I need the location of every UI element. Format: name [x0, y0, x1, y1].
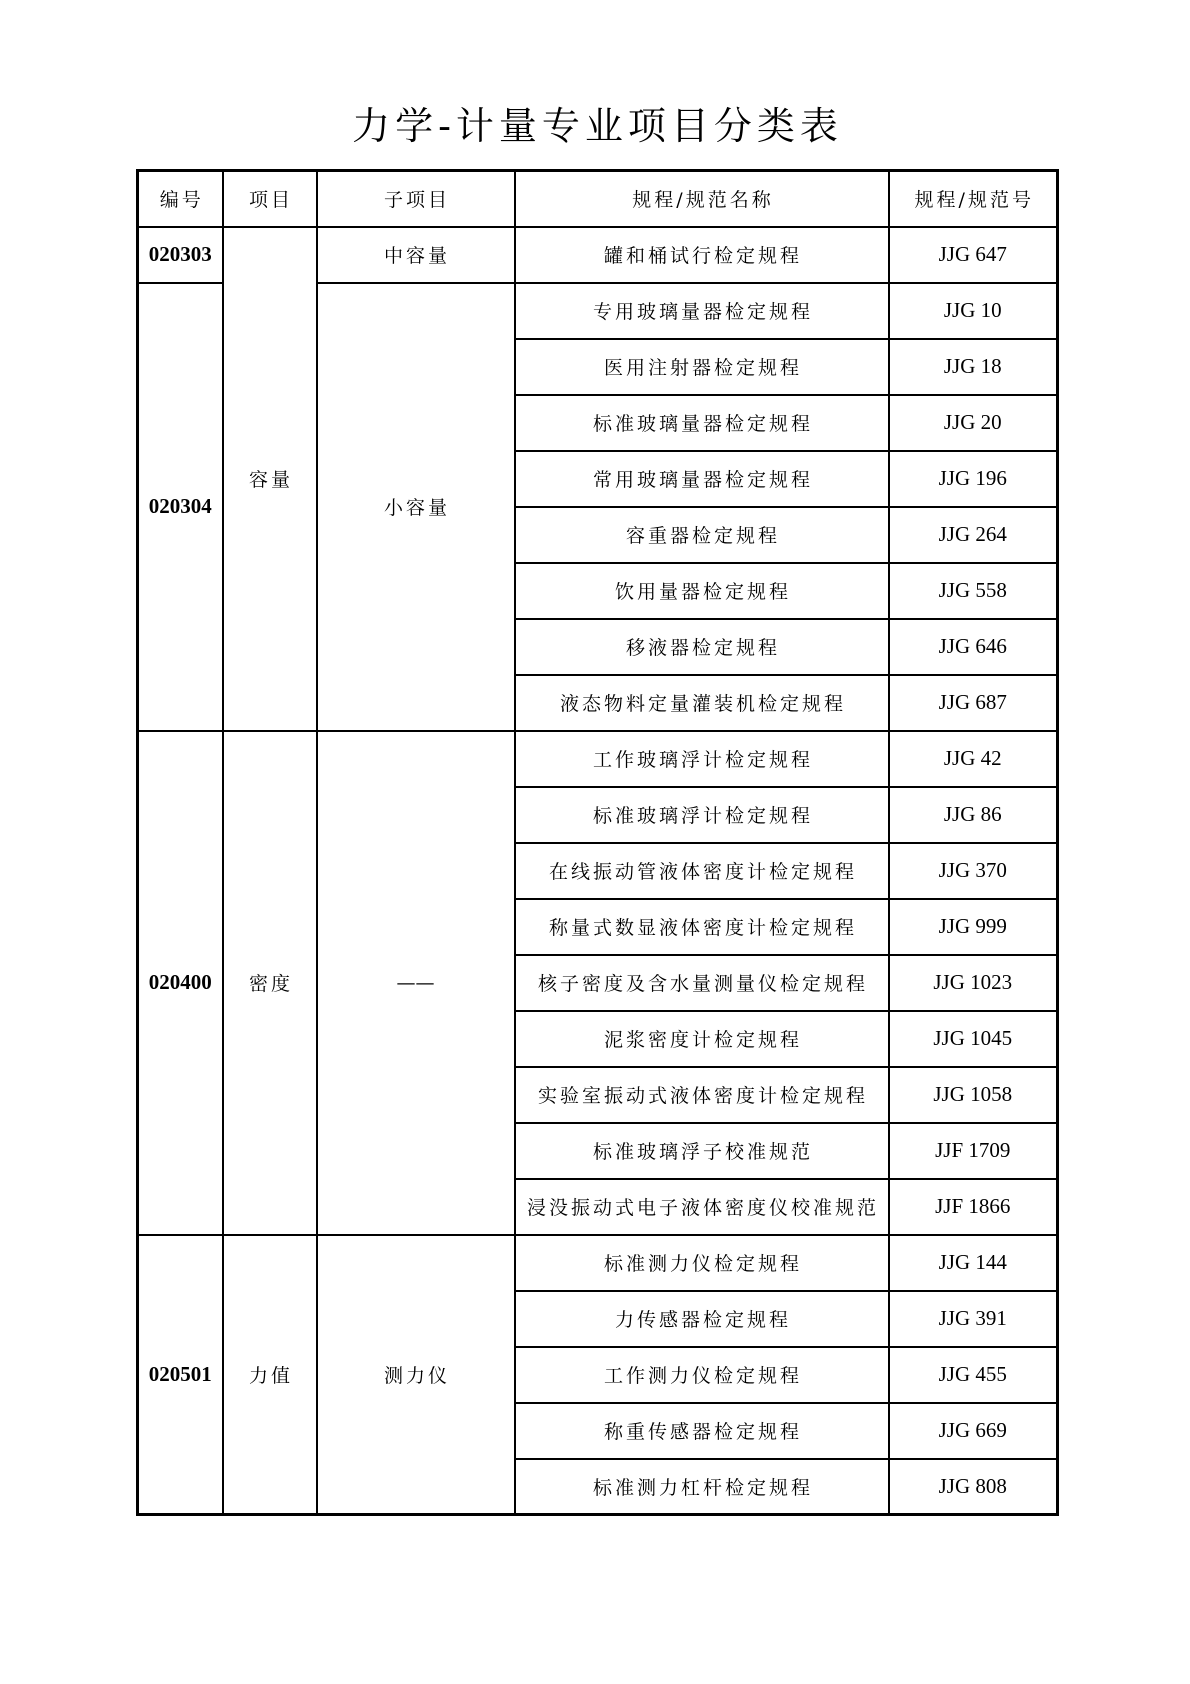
spec-name-cell: 实验室振动式液体密度计检定规程 [515, 1067, 889, 1123]
spec-name-cell: 标准玻璃量器检定规程 [515, 395, 889, 451]
spec-name-cell: 核子密度及含水量测量仪检定规程 [515, 955, 889, 1011]
header-spec-no: 规程/规范号 [889, 171, 1058, 227]
spec-no-cell: JJG 669 [889, 1403, 1058, 1459]
code-cell: 020501 [138, 1235, 223, 1515]
spec-no-cell: JJG 10 [889, 283, 1058, 339]
spec-no-cell: JJG 196 [889, 451, 1058, 507]
spec-no-cell: JJG 264 [889, 507, 1058, 563]
spec-no-cell: JJG 1023 [889, 955, 1058, 1011]
spec-name-cell: 泥浆密度计检定规程 [515, 1011, 889, 1067]
spec-name-cell: 标准测力杠杆检定规程 [515, 1459, 889, 1515]
spec-no-cell: JJG 646 [889, 619, 1058, 675]
spec-name-cell: 工作测力仪检定规程 [515, 1347, 889, 1403]
header-code: 编号 [138, 171, 223, 227]
item-cell: 容量 [223, 227, 317, 731]
spec-name-cell: 标准玻璃浮计检定规程 [515, 787, 889, 843]
page-title: 力学-计量专业项目分类表 [352, 104, 843, 148]
spec-name-cell: 专用玻璃量器检定规程 [515, 283, 889, 339]
spec-no-cell: JJG 999 [889, 899, 1058, 955]
spec-no-cell: JJG 86 [889, 787, 1058, 843]
header-subitem: 子项目 [317, 171, 515, 227]
spec-name-cell: 工作玻璃浮计检定规程 [515, 731, 889, 787]
spec-name-cell: 力传感器检定规程 [515, 1291, 889, 1347]
item-cell: 密度 [223, 731, 317, 1235]
spec-no-cell: JJG 455 [889, 1347, 1058, 1403]
spec-no-cell: JJG 370 [889, 843, 1058, 899]
table-row [138, 1235, 1058, 1291]
spec-name-cell: 常用玻璃量器检定规程 [515, 451, 889, 507]
spec-no-cell: JJG 18 [889, 339, 1058, 395]
spec-no-cell: JJG 391 [889, 1291, 1058, 1347]
spec-no-cell: JJG 687 [889, 675, 1058, 731]
table-row [138, 731, 1058, 787]
spec-name-cell: 浸没振动式电子液体密度仪校准规范 [515, 1179, 889, 1235]
spec-name-cell: 饮用量器检定规程 [515, 563, 889, 619]
spec-name-cell: 标准玻璃浮子校准规范 [515, 1123, 889, 1179]
header-item: 项目 [223, 171, 317, 227]
spec-name-cell: 称量式数显液体密度计检定规程 [515, 899, 889, 955]
spec-name-cell: 液态物料定量灌装机检定规程 [515, 675, 889, 731]
spec-name-cell: 在线振动管液体密度计检定规程 [515, 843, 889, 899]
spec-no-cell: JJG 42 [889, 731, 1058, 787]
spec-no-cell: JJG 144 [889, 1235, 1058, 1291]
spec-no-cell: JJG 1045 [889, 1011, 1058, 1067]
spec-no-cell: JJF 1709 [889, 1123, 1058, 1179]
code-cell: 020304 [138, 283, 223, 731]
table-row [138, 227, 1058, 283]
header-row [138, 171, 1058, 227]
subitem-cell: 中容量 [317, 227, 515, 283]
spec-name-cell: 标准测力仪检定规程 [515, 1235, 889, 1291]
spec-name-cell: 罐和桶试行检定规程 [515, 227, 889, 283]
spec-no-cell: JJG 647 [889, 227, 1058, 283]
subitem-cell: —— [317, 731, 515, 1235]
spec-no-cell: JJG 558 [889, 563, 1058, 619]
subitem-cell: 小容量 [317, 283, 515, 731]
spec-no-cell: JJF 1866 [889, 1179, 1058, 1235]
spec-name-cell: 容重器检定规程 [515, 507, 889, 563]
spec-name-cell: 医用注射器检定规程 [515, 339, 889, 395]
spec-no-cell: JJG 808 [889, 1459, 1058, 1515]
code-cell: 020303 [138, 227, 223, 283]
spec-name-cell: 称重传感器检定规程 [515, 1403, 889, 1459]
spec-no-cell: JJG 1058 [889, 1067, 1058, 1123]
code-cell: 020400 [138, 731, 223, 1235]
spec-name-cell: 移液器检定规程 [515, 619, 889, 675]
header-spec-name: 规程/规范名称 [515, 171, 889, 227]
classification-table [136, 169, 1059, 1516]
item-cell: 力值 [223, 1235, 317, 1515]
subitem-cell: 测力仪 [317, 1235, 515, 1515]
spec-no-cell: JJG 20 [889, 395, 1058, 451]
